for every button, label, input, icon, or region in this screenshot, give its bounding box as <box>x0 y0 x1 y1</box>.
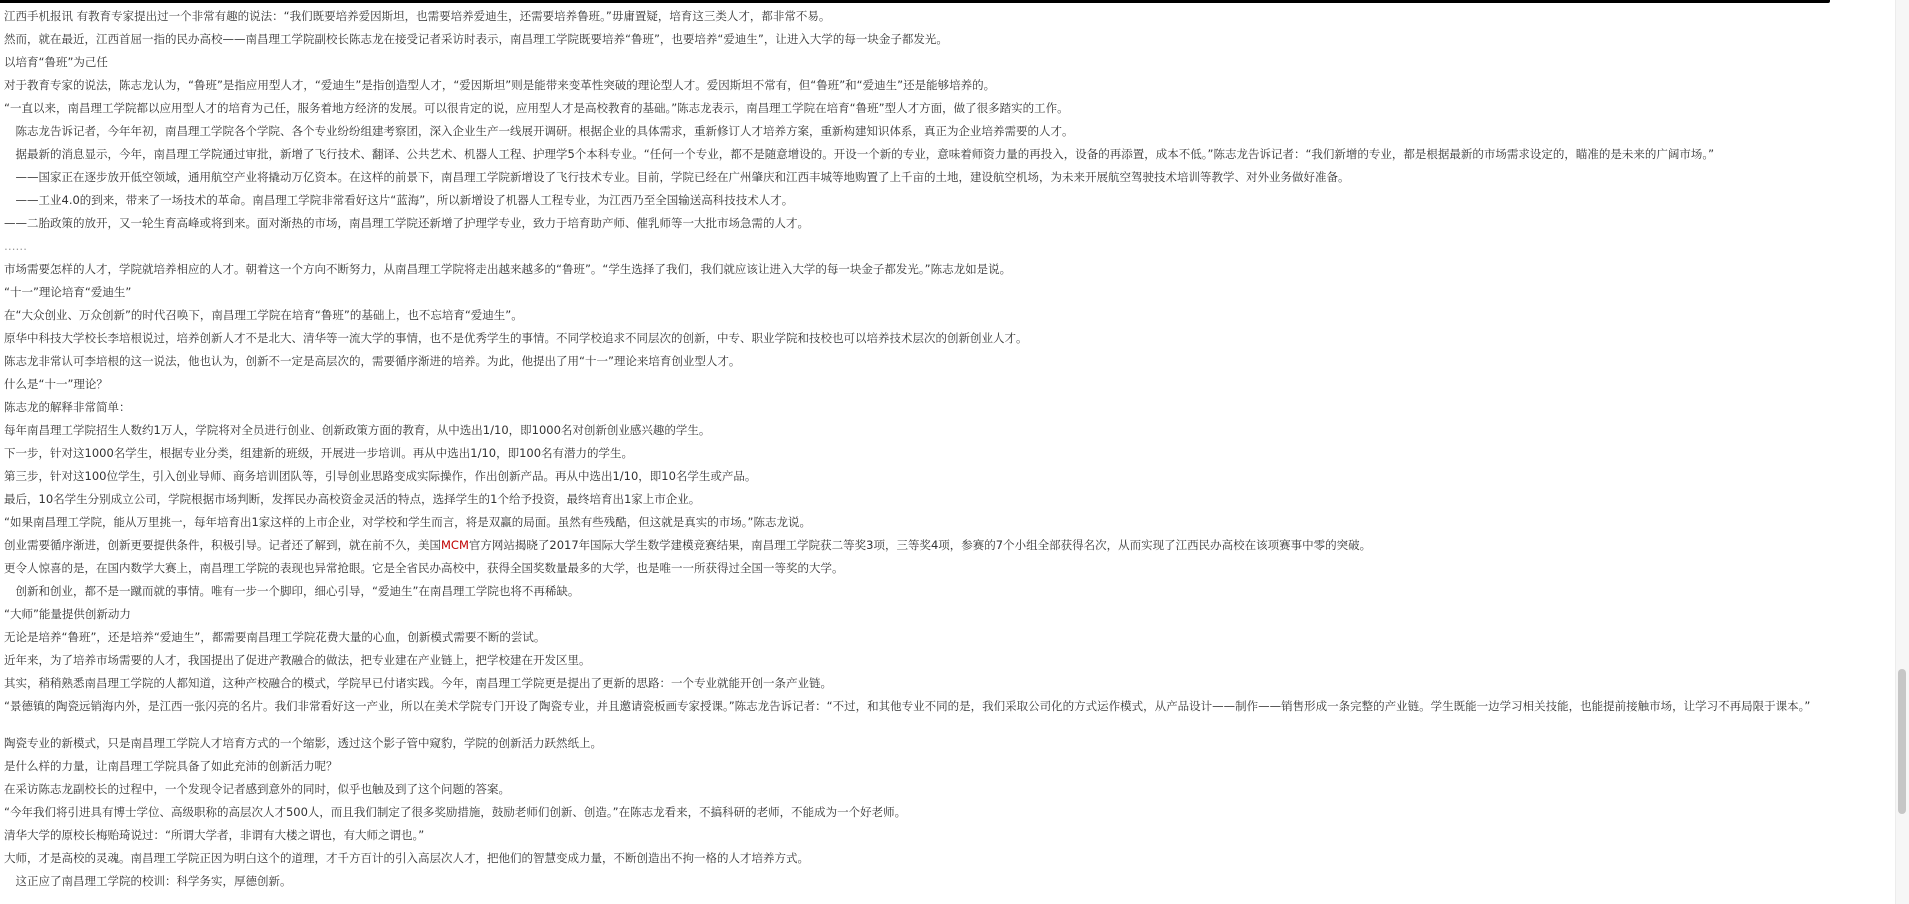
paragraph: 原华中科技大学校长李培根说过，培养创新人才不是北大、清华等一流大学的事情，也不是优秀学生的事情。不同学校追求不同层次的创新，中专、职业学院和技校也可以培养技术层次的创新创业人才。 <box>4 331 1028 345</box>
paragraph: 陈志龙的解释非常简单： <box>4 400 131 414</box>
paragraph: “一直以来，南昌理工学院都以应用型人才的培育为己任，服务着地方经济的发展。可以很肯定的说，应用型人才是高校教育的基础。”陈志龙表示，南昌理工学院在培育“鲁班”型人才方面，做了很多踏实的工作。 <box>4 101 1069 115</box>
paragraph: 下一步，针对这1000名学生，根据专业分类，组建新的班级，开展进一步培训。再从中选出1/10，即100名有潜力的学生。 <box>4 446 634 460</box>
section-heading: “大师”能量提供创新动力 <box>4 607 131 621</box>
paragraph: 在“大众创业、万众创新”的时代召唤下，南昌理工学院在培育“鲁班”的基础上，也不忘培育“爱迪生”。 <box>4 308 523 322</box>
top-border <box>0 0 1830 3</box>
paragraph: ——国家正在逐步放开低空领域，通用航空产业将撬动万亿资本。在这样的前景下，南昌理工学院新增设了飞行技术专业。目前，学院已经在广州肇庆和江西丰城等地购置了上千亩的土地，建设航空机场，为未来开展航空驾驶技术培训等教学、对外业务做好准备。 <box>4 170 1350 184</box>
paragraph-text: 官方网站揭晓了2017年国际大学生数学建模竞赛结果，南昌理工学院获二等奖3项，三等奖4项，参赛的7个小组全部获得名次，从而实现了江西民办高校在该项赛事中零的突破。 <box>468 538 1372 552</box>
paragraph: 陶瓷专业的新模式，只是南昌理工学院人才培育方式的一个缩影，透过这个影子管中窥豹，学院的创新活力跃然纸上。 <box>4 736 602 750</box>
paragraph: 无论是培养“鲁班”，还是培养“爱迪生”，都需要南昌理工学院花费大量的心血，创新模式需要不断的尝试。 <box>4 630 546 644</box>
paragraph: 清华大学的原校长梅贻琦说过：“所谓大学者，非谓有大楼之谓也，有大师之谓也。” <box>4 828 425 842</box>
paragraph: 对于教育专家的说法，陈志龙认为，“鲁班”是指应用型人才，“爱迪生”是指创造型人才，“爱因斯坦”则是能带来变革性突破的理论型人才。爱因斯坦不常有，但“鲁班”和“爱迪生”还是能够培养的。 <box>4 78 996 92</box>
paragraph: 最后，10名学生分别成立公司，学院根据市场判断，发挥民办高校资金灵活的特点，选择学生的1个给予投资，最终培育出1家上市企业。 <box>4 492 701 506</box>
paragraph: 陈志龙告诉记者，今年年初，南昌理工学院各个学院、各个专业纷纷组建考察团，深入企业生产一线展开调研。根据企业的具体需求，重新修订人才培养方案，重新构建知识体系，真正为企业培养需要的人才。 <box>4 124 1074 138</box>
paragraph: 大师，才是高校的灵魂。南昌理工学院正因为明白这个的道理，才千方百计的引入高层次人才，把他们的智慧变成力量，不断创造出不拘一格的人才培养方式。 <box>4 851 809 865</box>
paragraph: 第三步，针对这100位学生，引入创业导师、商务培训团队等，引导创业思路变成实际操作，作出创新产品。再从中选出1/10，即10名学生或产品。 <box>4 469 757 483</box>
paragraph: “今年我们将引进具有博士学位、高级职称的高层次人才500人，而且我们制定了很多奖励措施，鼓励老师们创新、创造。”在陈志龙看来，不搞科研的老师，不能成为一个好老师。 <box>4 805 907 819</box>
paragraph: 创新和创业，都不是一蹴而就的事情。唯有一步一个脚印，细心引导，“爱迪生”在南昌理工学院也将不再稀缺。 <box>4 584 580 598</box>
paragraph: 市场需要怎样的人才，学院就培养相应的人才。朝着这一个方向不断努力，从南昌理工学院将走出越来越多的“鲁班”。“学生选择了我们，我们就应该让进入大学的每一块金子都发光。”陈志龙如是说。 <box>4 262 1012 276</box>
paragraph: “如果南昌理工学院，能从万里挑一，每年培育出1家这样的上市企业，对学校和学生而言，将是双赢的局面。虽然有些残酷，但这就是真实的市场。”陈志龙说。 <box>4 515 811 529</box>
paragraph-text: 创业需要循序渐进，创新更要提供条件，积极引导。记者还了解到，就在前不久，美国 <box>4 538 441 552</box>
ellipsis: …… <box>4 239 27 253</box>
paragraph: 更令人惊喜的是，在国内数学大赛上，南昌理工学院的表现也异常抢眼。它是全省民办高校中，获得全国奖数量最多的大学，也是唯一一所获得过全国一等奖的大学。 <box>4 561 844 575</box>
paragraph: 陈志龙非常认可李培根的这一说法，他也认为，创新不一定是高层次的，需要循序渐进的培养。为此，他提出了用“十一”理论来培育创业型人才。 <box>4 354 741 368</box>
section-heading: 以培育“鲁班”为己任 <box>4 55 108 69</box>
paragraph: 什么是“十一”理论？ <box>4 377 108 391</box>
paragraph: “景德镇的陶瓷远销海内外，是江西一张闪亮的名片。我们非常看好这一产业，所以在美术学院专门开设了陶瓷专业，并且邀请瓷板画专家授课。”陈志龙告诉记者：“不过，和其他专业不同的是，我们采取公司化的方式运作模式，从产品设计——制作——销售形成一条完整的产业链。学生既能一边学习相关技能，也能提前接触市场，让学习不再局限于课本。” <box>4 699 1811 713</box>
paragraph: 每年南昌理工学院招生人数约1万人，学院将对全员进行创业、创新政策方面的教育，从中选出1/10，即1000名对创新创业感兴趣的学生。 <box>4 423 711 437</box>
section-heading: “十一”理论培育“爱迪生” <box>4 285 132 299</box>
paragraph: 江西手机报讯 有教育专家提出过一个非常有趣的说法：“我们既要培养爱因斯坦，也需要培养爱迪生，还需要培养鲁班。”毋庸置疑，培育这三类人才，都非常不易。 <box>4 9 831 23</box>
paragraph <box>4 534 1834 557</box>
paragraph: 这正应了南昌理工学院的校训：科学务实，厚德创新。 <box>4 874 292 888</box>
paragraph: 然而，就在最近，江西首屈一指的民办高校——南昌理工学院副校长陈志龙在接受记者采访时表示，南昌理工学院既要培养“鲁班”，也要培养“爱迪生”，让进入大学的每一块金子都发光。 <box>4 32 948 46</box>
article-body <box>4 5 1834 893</box>
paragraph: ——工业4.0的到来，带来了一场技术的革命。南昌理工学院非常看好这片“蓝海”，所以新增设了机器人工程专业，为江西乃至全国输送高科技技术人才。 <box>4 193 794 207</box>
mcm-link[interactable]: MCM <box>441 538 469 552</box>
paragraph: 据最新的消息显示，今年，南昌理工学院通过审批，新增了飞行技术、翻译、公共艺术、机器人工程、护理学5个本科专业。“任何一个专业，都不是随意增设的。开设一个新的专业，意味着师资力量的再投入，设备的再添置，成本不低。”陈志龙告诉记者：“我们新增的专业，都是根据最新的市场需求设定的，瞄准的是未来的广阔市场。” <box>4 147 1715 161</box>
paragraph: 其实，稍稍熟悉南昌理工学院的人都知道，这种产校融合的模式，学院早已付诸实践。今年，南昌理工学院更是提出了更新的思路：一个专业就能开创一条产业链。 <box>4 676 832 690</box>
vertical-scrollbar[interactable] <box>1895 0 1909 904</box>
paragraph: 是什么样的力量，让南昌理工学院具备了如此充沛的创新活力呢？ <box>4 759 338 773</box>
paragraph: 近年来，为了培养市场需要的人才，我国提出了促进产教融合的做法，把专业建在产业链上，把学校建在开发区里。 <box>4 653 591 667</box>
scrollbar-thumb[interactable] <box>1898 669 1906 814</box>
paragraph: 在采访陈志龙副校长的过程中，一个发现令记者感到意外的同时，似乎也触及到了这个问题的答案。 <box>4 782 510 796</box>
paragraph: ——二胎政策的放开，又一轮生育高峰或将到来。面对渐热的市场，南昌理工学院还新增了护理学专业，致力于培育助产师、催乳师等一大批市场急需的人才。 <box>4 216 809 230</box>
